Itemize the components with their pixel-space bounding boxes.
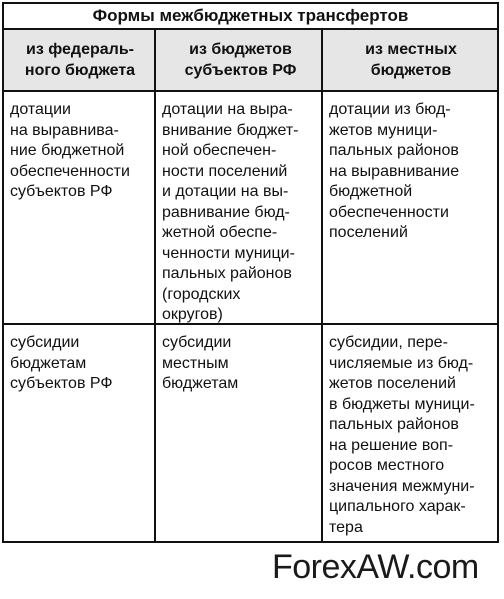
header-row <box>2 30 499 92</box>
column-divider <box>321 30 323 543</box>
watermark-text: ForexAW.com <box>272 548 479 586</box>
table-border-left <box>2 30 4 543</box>
table-border-right <box>497 30 499 543</box>
column-divider <box>154 30 156 543</box>
column-header-federal: из федераль- ного бюджета <box>24 41 136 79</box>
table-title: Формы межбюджетных трансфертов <box>2 2 499 30</box>
table-cell: субсидии местным бюджетам <box>162 334 239 392</box>
column-header-regional: из бюджетов субъектов РФ <box>184 41 297 79</box>
table-border-bottom <box>2 541 499 543</box>
table-cell: дотации на выравнива- ние бюджетной обеспеченности субъектов РФ <box>10 101 130 200</box>
column-header-local: из местных бюджетов <box>365 41 457 79</box>
table-cell: дотации на выра- внивание бюджет- ной обеспечен- ности поселений и дотации на вы- равнивание бюд- жетной обеспе- ченности муници- пальных районов (городских округов) <box>162 101 299 323</box>
table-cell: субсидии, пере- числяемые из бюд- жетов поселений в бюджеты муници- пальных районов на решение воп- росов местного значения межмуни- ципального харак- тера <box>329 334 475 536</box>
table-cell: дотации из бюд- жетов муници- пальных районов на выравнивание бюджетной обеспеченности поселений <box>329 101 460 241</box>
transfer-forms-table <box>2 2 502 543</box>
table-cell: субсидии бюджетам субъектов РФ <box>10 334 113 392</box>
